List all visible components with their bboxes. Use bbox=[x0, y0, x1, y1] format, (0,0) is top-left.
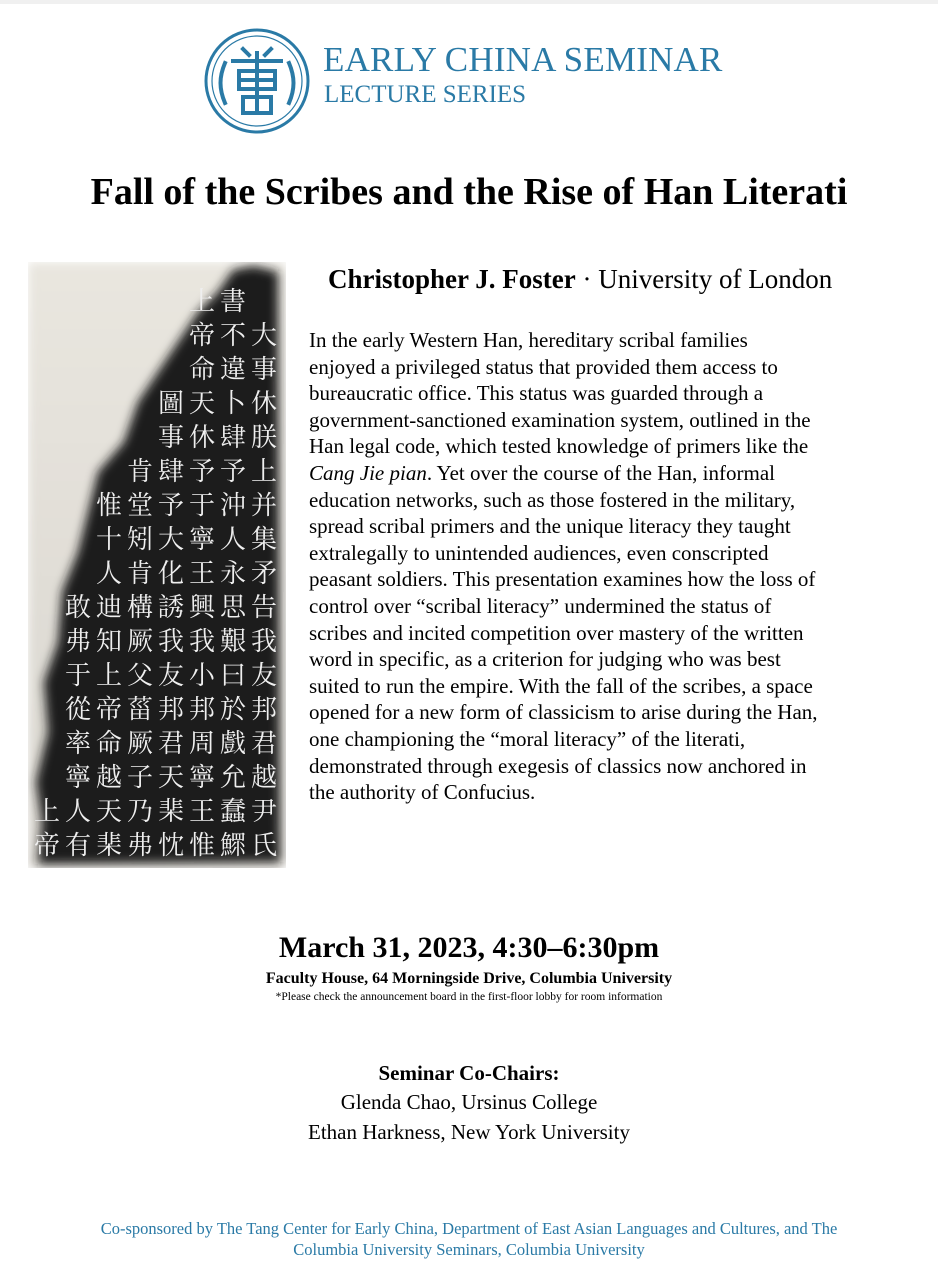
rubbing-character: 迪 bbox=[95, 593, 123, 623]
rubbing-character: 寧 bbox=[64, 763, 92, 793]
seminar-seal-logo bbox=[203, 27, 311, 135]
rubbing-character: 不 bbox=[219, 321, 247, 351]
rubbing-character: 氏 bbox=[250, 831, 278, 861]
rubbing-character: 命 bbox=[188, 355, 216, 385]
rubbing-character: 天 bbox=[188, 389, 216, 419]
rubbing-character: 事 bbox=[157, 423, 185, 453]
rubbing-character: 知 bbox=[95, 627, 123, 657]
abstract-line: Han legal code, which tested knowledge of primers like the bbox=[309, 434, 809, 459]
rubbing-character: 命 bbox=[95, 729, 123, 759]
rubbing-character: 違 bbox=[219, 355, 247, 385]
cochair-1: Glenda Chao, Ursinus College bbox=[340, 1090, 598, 1114]
rubbing-character: 休 bbox=[250, 389, 278, 419]
abstract-line: one championing the “moral literacy” of the literati, bbox=[309, 726, 746, 751]
abstract-line: the authority of Confucius. bbox=[309, 780, 536, 805]
rubbing-character: 沖 bbox=[219, 491, 247, 521]
abstract-line: extralegally to unintended audiences, even conscripted bbox=[309, 540, 769, 565]
rubbing-character: 越 bbox=[250, 763, 278, 793]
rubbing-character: 予 bbox=[188, 457, 216, 487]
speaker-separator: · bbox=[575, 264, 599, 294]
rubbing-character: 書 bbox=[219, 287, 247, 317]
rubbing-character: 有 bbox=[64, 831, 92, 861]
cochair-2: Ethan Harkness, New York University bbox=[308, 1120, 630, 1144]
rubbing-character: 蠢 bbox=[219, 797, 247, 827]
speaker-name: Christopher J. Foster bbox=[328, 264, 576, 294]
rubbing-character: 君 bbox=[157, 729, 185, 759]
rubbing-character: 帝 bbox=[188, 321, 216, 351]
rubbing-character: 曰 bbox=[219, 661, 247, 691]
abstract-line: education networks, such as those fostered in the military, bbox=[309, 487, 796, 512]
rubbing-character: 堂 bbox=[126, 491, 154, 521]
event-date-time: March 31, 2023, 4:30–6:30pm bbox=[278, 931, 660, 964]
abstract-line: suited to run the empire. With the fall of the scribes, a space bbox=[309, 673, 813, 698]
rubbing-character: 肆 bbox=[157, 457, 185, 487]
rubbing-character: 弗 bbox=[126, 831, 154, 861]
rubbing-character: 鰥 bbox=[219, 831, 247, 861]
rubbing-character: 于 bbox=[188, 491, 216, 521]
rubbing-character: 允 bbox=[219, 763, 247, 793]
rubbing-character: 告 bbox=[250, 593, 278, 623]
rubbing-character: 敢 bbox=[64, 593, 92, 623]
rubbing-character: 肯 bbox=[126, 559, 154, 589]
rubbing-character: 尹 bbox=[250, 797, 278, 827]
rubbing-character: 朕 bbox=[250, 423, 278, 453]
cosponsor-text bbox=[0, 1218, 938, 1260]
rubbing-character: 化 bbox=[157, 559, 185, 589]
rubbing-character: 邦 bbox=[157, 695, 185, 725]
abstract-line: spread scribal primers and the unique literacy they taught bbox=[309, 514, 791, 539]
rubbing-character: 人 bbox=[64, 797, 92, 827]
abstract-line: government-sanctioned examination system, outlined in the bbox=[309, 407, 811, 432]
rubbing-character: 從 bbox=[64, 695, 92, 725]
abstract-line: opened for a new form of classicism to arise during the Han, bbox=[309, 700, 818, 725]
rubbing-character: 人 bbox=[95, 559, 123, 589]
primer-title-italic: Cang Jie pian bbox=[309, 460, 427, 485]
rubbing-character: 上 bbox=[33, 797, 61, 827]
rubbing-character: 惟 bbox=[188, 831, 216, 861]
rubbing-character: 帝 bbox=[33, 831, 61, 861]
rubbing-character: 上 bbox=[250, 457, 278, 487]
rubbing-character: 矛 bbox=[250, 559, 278, 589]
abstract-line: demonstrated through exegesis of classics now anchored in bbox=[309, 753, 807, 778]
rubbing-character: 厥 bbox=[126, 729, 154, 759]
abstract-line: enjoyed a privileged status that provided them access to bbox=[309, 354, 778, 379]
rubbing-character: 我 bbox=[157, 627, 185, 657]
cochairs-heading: Seminar Co-Chairs: bbox=[378, 1061, 560, 1085]
rubbing-character: 休 bbox=[188, 423, 216, 453]
abstract-line: Cang Jie pian. Yet over the course of the Han, informal bbox=[309, 460, 775, 485]
lecture-title: Fall of the Scribes and the Rise of Han Literati bbox=[90, 171, 848, 213]
rubbing-character: 小 bbox=[188, 661, 216, 691]
rubbing-character: 友 bbox=[250, 661, 278, 691]
speaker-line bbox=[328, 264, 832, 295]
rubbing-character: 肯 bbox=[126, 457, 154, 487]
rubbing-character: 忱 bbox=[157, 831, 185, 861]
rubbing-character: 大 bbox=[250, 321, 278, 351]
abstract-text bbox=[309, 327, 909, 806]
rubbing-character: 弗 bbox=[64, 627, 92, 657]
rubbing-character: 我 bbox=[250, 627, 278, 657]
rubbing-character: 大 bbox=[157, 525, 185, 555]
rubbing-character: 王 bbox=[188, 559, 216, 589]
rubbing-character: 天 bbox=[95, 797, 123, 827]
rubbing-character: 卜 bbox=[219, 389, 247, 419]
rubbing-character: 人 bbox=[219, 525, 247, 555]
rubbing-character: 事 bbox=[250, 355, 278, 385]
rubbing-character: 永 bbox=[219, 559, 247, 589]
abstract-line: In the early Western Han, hereditary scribal families bbox=[309, 328, 748, 352]
rubbing-character: 誘 bbox=[157, 593, 185, 623]
abstract-line: scribes and incited competition over mastery of the written bbox=[309, 620, 804, 645]
rubbing-character: 邦 bbox=[188, 695, 216, 725]
abstract-line: control over “scribal literacy” undermined the status of bbox=[309, 593, 772, 618]
rubbing-character: 于 bbox=[64, 661, 92, 691]
rubbing-character: 邦 bbox=[250, 695, 278, 725]
rubbing-character: 予 bbox=[157, 491, 185, 521]
rubbing-character: 矧 bbox=[126, 525, 154, 555]
abstract-line: word in specific, as a criterion for judging who was best bbox=[309, 647, 781, 672]
rubbing-character: 友 bbox=[157, 661, 185, 691]
rubbing-character: 惟 bbox=[95, 491, 123, 521]
rubbing-character: 艱 bbox=[219, 627, 247, 657]
rubbing-character: 構 bbox=[126, 593, 154, 623]
rubbing-character: 君 bbox=[250, 729, 278, 759]
rubbing-character: 興 bbox=[188, 593, 216, 623]
cosponsor-line: Co-sponsored by The Tang Center for Early China, Department of East Asian Languages and Cultures, and The bbox=[100, 1219, 838, 1238]
rubbing-character: 子 bbox=[126, 763, 154, 793]
rubbing-character: 父 bbox=[126, 661, 154, 691]
cosponsor-line: Columbia University Seminars, Columbia University bbox=[293, 1240, 645, 1259]
rubbing-character: 寧 bbox=[188, 525, 216, 555]
rubbing-character: 上 bbox=[95, 661, 123, 691]
stele-rubbing-image bbox=[28, 262, 286, 868]
abstract-line: bureaucratic office. This status was guarded through a bbox=[309, 381, 764, 406]
rubbing-character: 厥 bbox=[126, 627, 154, 657]
room-info-note: *Please check the announcement board in the first-floor lobby for room information bbox=[275, 991, 663, 1003]
rubbing-character: 十 bbox=[95, 525, 123, 555]
rubbing-character: 集 bbox=[250, 525, 278, 555]
rubbing-character: 王 bbox=[188, 797, 216, 827]
rubbing-character: 思 bbox=[219, 593, 247, 623]
rubbing-character: 天 bbox=[157, 763, 185, 793]
rubbing-character: 肆 bbox=[219, 423, 247, 453]
rubbing-character: 率 bbox=[64, 729, 92, 759]
rubbing-character: 帝 bbox=[95, 695, 123, 725]
rubbing-character: 我 bbox=[188, 627, 216, 657]
rubbing-character: 棐 bbox=[95, 831, 123, 861]
rubbing-character: 予 bbox=[219, 457, 247, 487]
series-subtitle: LECTURE SERIES bbox=[324, 81, 527, 108]
rubbing-character: 并 bbox=[250, 491, 278, 521]
rubbing-character: 菑 bbox=[126, 695, 154, 725]
speaker-affiliation: University of London bbox=[598, 264, 833, 294]
series-title: EARLY CHINA SEMINAR bbox=[323, 40, 723, 79]
rubbing-character: 戲 bbox=[219, 729, 247, 759]
abstract-line: peasant soldiers. This presentation examines how the loss of bbox=[309, 567, 816, 592]
rubbing-character: 上 bbox=[188, 287, 216, 317]
rubbing-character: 寧 bbox=[188, 763, 216, 793]
event-venue: Faculty House, 64 Morningside Drive, Columbia University bbox=[265, 970, 673, 987]
top-rule bbox=[0, 0, 938, 4]
rubbing-character: 周 bbox=[188, 729, 216, 759]
rubbing-character: 越 bbox=[95, 763, 123, 793]
rubbing-character: 於 bbox=[219, 695, 247, 725]
rubbing-character: 乃 bbox=[126, 797, 154, 827]
rubbing-character: 棐 bbox=[157, 797, 185, 827]
rubbing-character: 圖 bbox=[157, 389, 185, 419]
